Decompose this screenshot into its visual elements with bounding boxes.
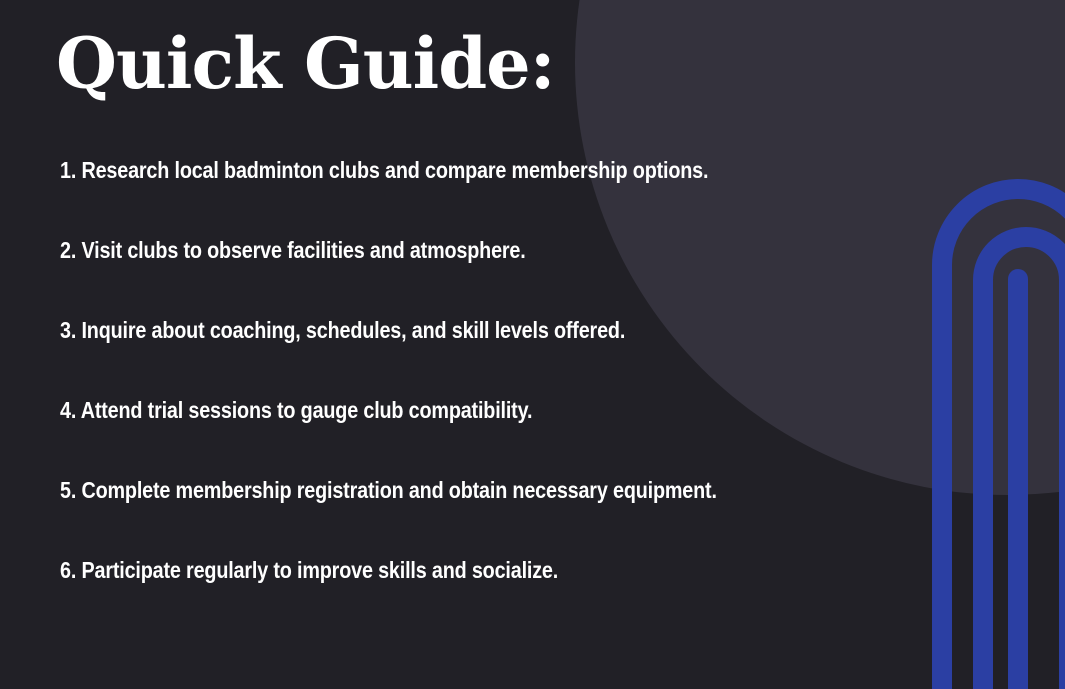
guide-step-5: 5. Complete membership registration and obtain necessary equipment. (60, 477, 717, 503)
guide-step-2: 2. Visit clubs to observe facilities and atmosphere. (60, 237, 526, 263)
page-title: Quick Guide: (56, 22, 555, 105)
guide-step-4: 4. Attend trial sessions to gauge club compatibility. (60, 397, 533, 423)
outer-arch (942, 189, 1065, 689)
guide-step-3: 3. Inquire about coaching, schedules, and skill levels offered. (60, 317, 626, 343)
guide-step-1: 1. Research local badminton clubs and compare membership options. (60, 157, 709, 183)
guide-step-6: 6. Participate regularly to improve skills and socialize. (60, 557, 559, 583)
guide-steps-list (60, 150, 824, 630)
